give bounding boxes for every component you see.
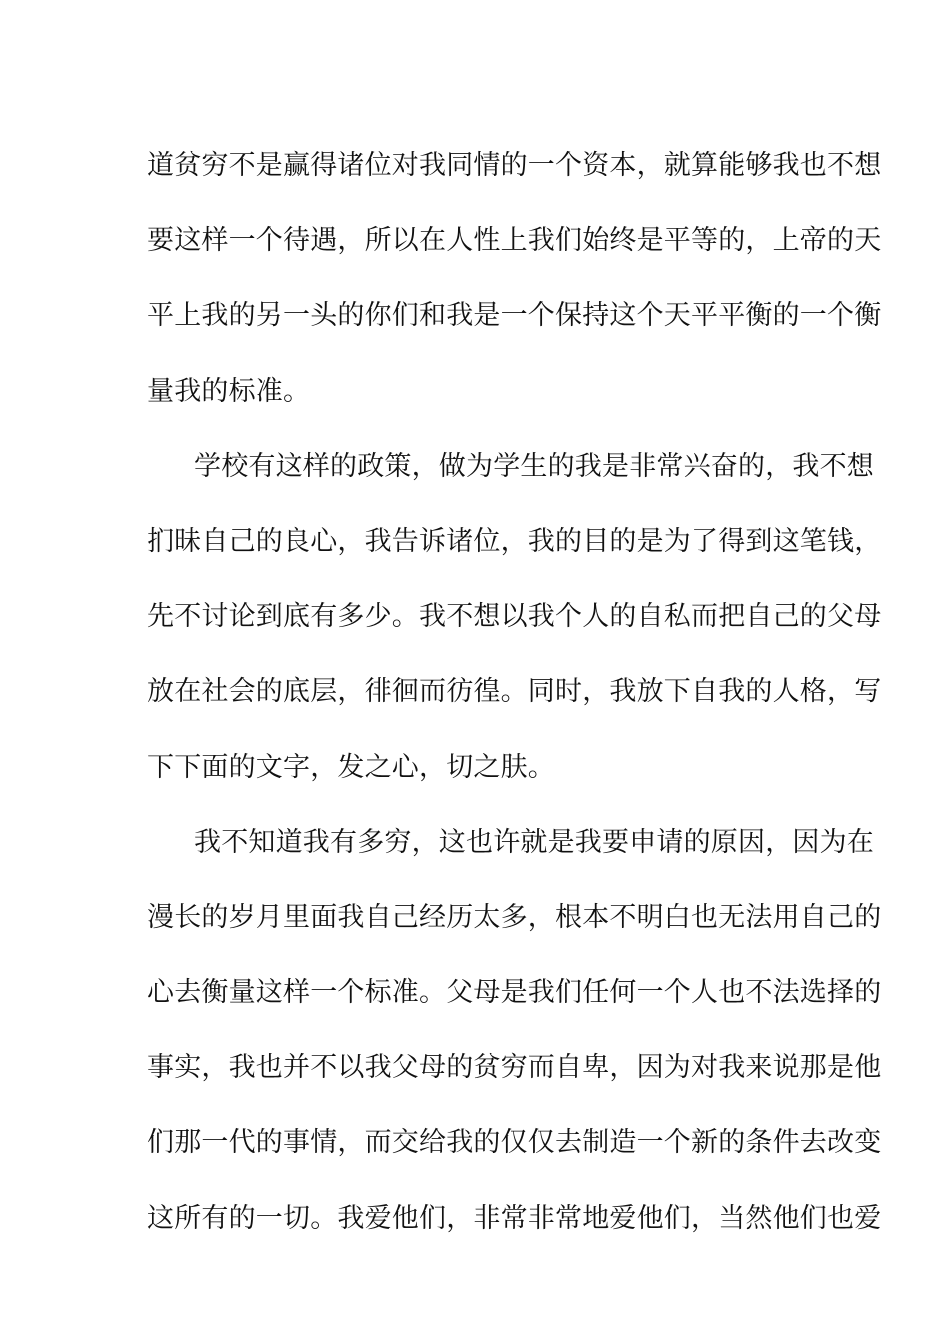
body-text	[147, 128, 882, 1256]
text-line: 们那一代的事情，而交给我的仅仅去制造一个新的条件去改变	[147, 1127, 882, 1159]
text-line: 心去衡量这样一个标准。父母是我们任何一个人也不法选择的	[147, 977, 882, 1009]
text-line: 放在社会的底层，徘徊而彷徨。同时，我放下自我的人格，写	[147, 676, 882, 708]
text-line: 下下面的文字，发之心，切之肤。	[147, 751, 555, 783]
text-line: 漫长的岁月里面我自己经历太多，根本不明白也无法用自己的	[147, 901, 882, 933]
text-line: 扪昧自己的良心，我告诉诸位，我的目的是为了得到这笔钱，	[147, 525, 882, 557]
text-line: 量我的标准。	[147, 375, 311, 407]
text-line: 要这样一个待遇，所以在人性上我们始终是平等的，上帝的天	[147, 225, 882, 257]
text-line: 道贫穷不是赢得诸位对我同情的一个资本，就算能够我也不想	[147, 150, 882, 181]
text-line: 事实，我也并不以我父母的贫穷而自卑，因为对我来说那是他	[147, 1052, 882, 1084]
text-line: 这所有的一切。我爱他们，非常非常地爱他们，当然他们也爱	[147, 1202, 882, 1234]
paragraph-first-line: 学校有这样的政策，做为学生的我是非常兴奋的，我不想	[194, 450, 874, 482]
paragraph-first-line: 我不知道我有多穷，这也许就是我要申请的原因，因为在	[194, 826, 874, 858]
text-line: 平上我的另一头的你们和我是一个保持这个天平平衡的一个衡	[147, 300, 882, 332]
text-line: 先不讨论到底有多少。我不想以我个人的自私而把自己的父母	[147, 601, 882, 633]
